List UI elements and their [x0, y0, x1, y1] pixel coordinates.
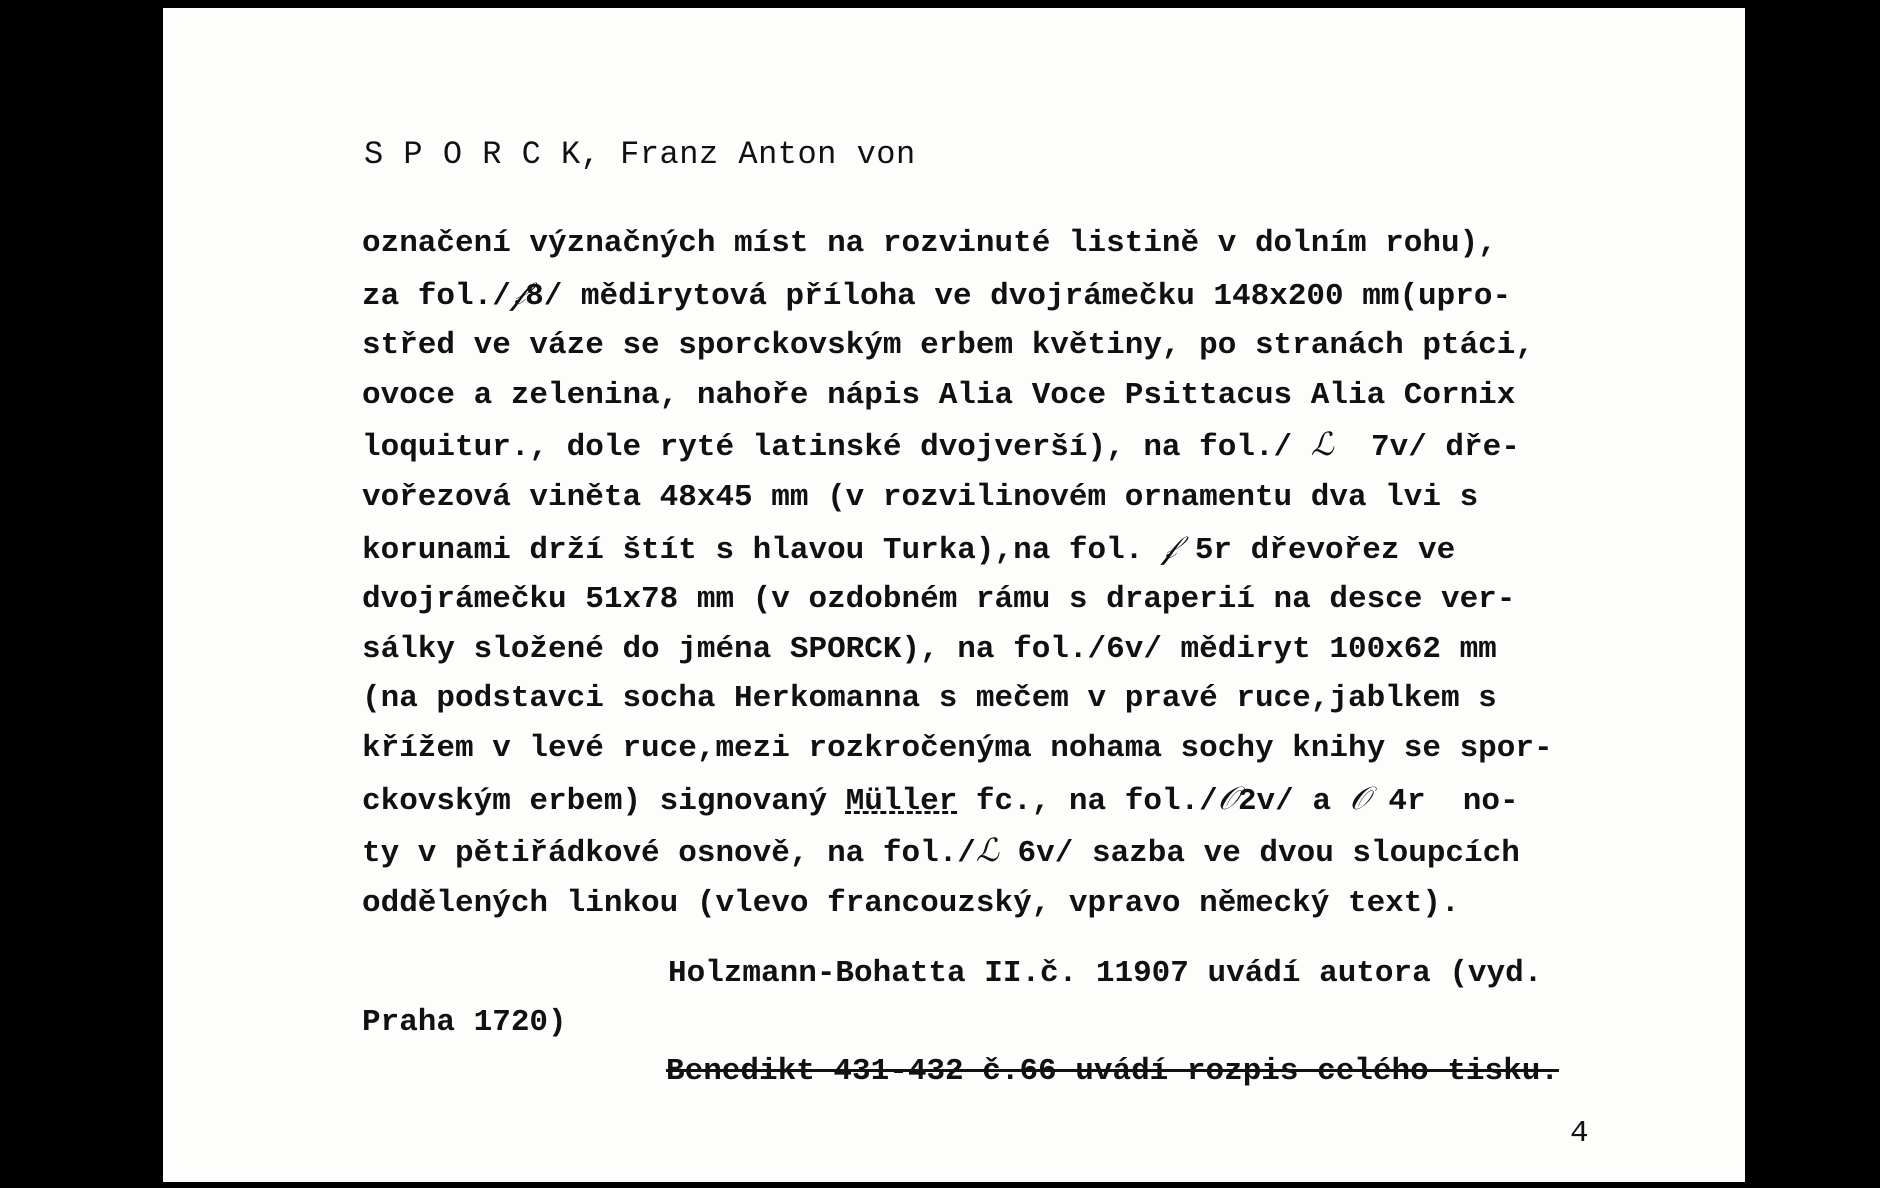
- text-segment: 5r dřevořez ve: [1176, 532, 1456, 568]
- text-line: [362, 879, 1553, 929]
- text-segment: sálky složené do jména SPORCK), na fol./6v/ mědiryt 100x62 mm: [362, 631, 1497, 667]
- handwritten-mark: 𝒪: [1349, 778, 1370, 817]
- text-segment: fc., na fol./: [957, 783, 1218, 819]
- reference-line-2: Praha 1720): [362, 1005, 567, 1040]
- text-line: [362, 321, 1553, 371]
- text-segment: ovoce a zelenina, nahoře nápis Alia Voce Psittacus Alia Cornix: [362, 377, 1516, 413]
- text-line: [362, 625, 1553, 675]
- text-segment: ckovským erbem) signovaný: [362, 783, 846, 819]
- text-segment: 6v/ sazba ve dvou sloupcích: [998, 836, 1520, 872]
- text-line: [362, 473, 1553, 523]
- text-segment: za fol./: [362, 278, 511, 314]
- text-line: [362, 219, 1553, 269]
- text-segment: 8/ mědirytová příloha ve dvojrámečku 148x200 mm(upro-: [525, 278, 1512, 314]
- text-segment: dvojrámečku 51x78 mm (v ozdobném rámu s draperií na desce ver-: [362, 582, 1516, 618]
- handwritten-mark: 𝒻: [510, 273, 526, 312]
- index-card: [163, 8, 1745, 1182]
- text-segment: oddělených linkou (vlevo francouzský, vpravo německý text).: [362, 885, 1460, 921]
- text-line: [362, 371, 1553, 421]
- text-line: [362, 523, 1553, 576]
- reference-line-1: Holzmann-Bohatta II.č. 11907 uvádí autora (vyd.: [668, 956, 1543, 991]
- text-segment: korunami drží štít s hlavou Turka),na fol.: [362, 532, 1162, 568]
- page-number: 4: [1570, 1116, 1589, 1151]
- handwritten-mark: ℒ: [975, 831, 999, 870]
- underlined-word: Müller: [845, 783, 958, 819]
- text-segment: střed ve váze se sporckovským erbem květiny, po stranách ptáci,: [362, 328, 1534, 364]
- text-line: [362, 575, 1553, 625]
- handwritten-mark: 𝒪: [1217, 778, 1238, 817]
- text-segment: (na podstavci socha Herkomanna s mečem v pravé ruce,jablkem s: [362, 681, 1497, 717]
- text-segment: 4r no-: [1369, 783, 1519, 819]
- text-line: [362, 774, 1553, 827]
- text-segment: označení význačných míst na rozvinuté listině v dolním rohu),: [362, 226, 1497, 261]
- handwritten-mark: 𝒻: [1161, 527, 1177, 566]
- text-segment: ty v pětiřádkové osnově, na fol./: [362, 836, 976, 872]
- text-line: [362, 269, 1553, 322]
- handwritten-mark: ℒ: [1310, 425, 1334, 464]
- struck-through-note: Benedikt 431-432 č.66 uvádí rozpis celého tisku.: [666, 1054, 1559, 1089]
- text-line: [362, 724, 1553, 774]
- text-line: [362, 420, 1553, 473]
- description-text: [362, 219, 1553, 928]
- text-segment: loquitur., dole ryté latinské dvojverší), na fol./: [362, 430, 1311, 466]
- text-segment: vořezová viněta 48x45 mm (v rozvilinovém ornamentu dva lvi s: [362, 479, 1479, 515]
- text-line: [362, 826, 1553, 879]
- text-segment: 2v/ a: [1237, 783, 1350, 819]
- text-segment: 7v/ dře-: [1333, 430, 1520, 466]
- text-line: [362, 674, 1553, 724]
- text-segment: křížem v levé ruce,mezi rozkročenýma nohama sochy knihy se spor-: [362, 730, 1553, 766]
- card-heading: S P O R C K, Franz Anton von: [364, 136, 916, 173]
